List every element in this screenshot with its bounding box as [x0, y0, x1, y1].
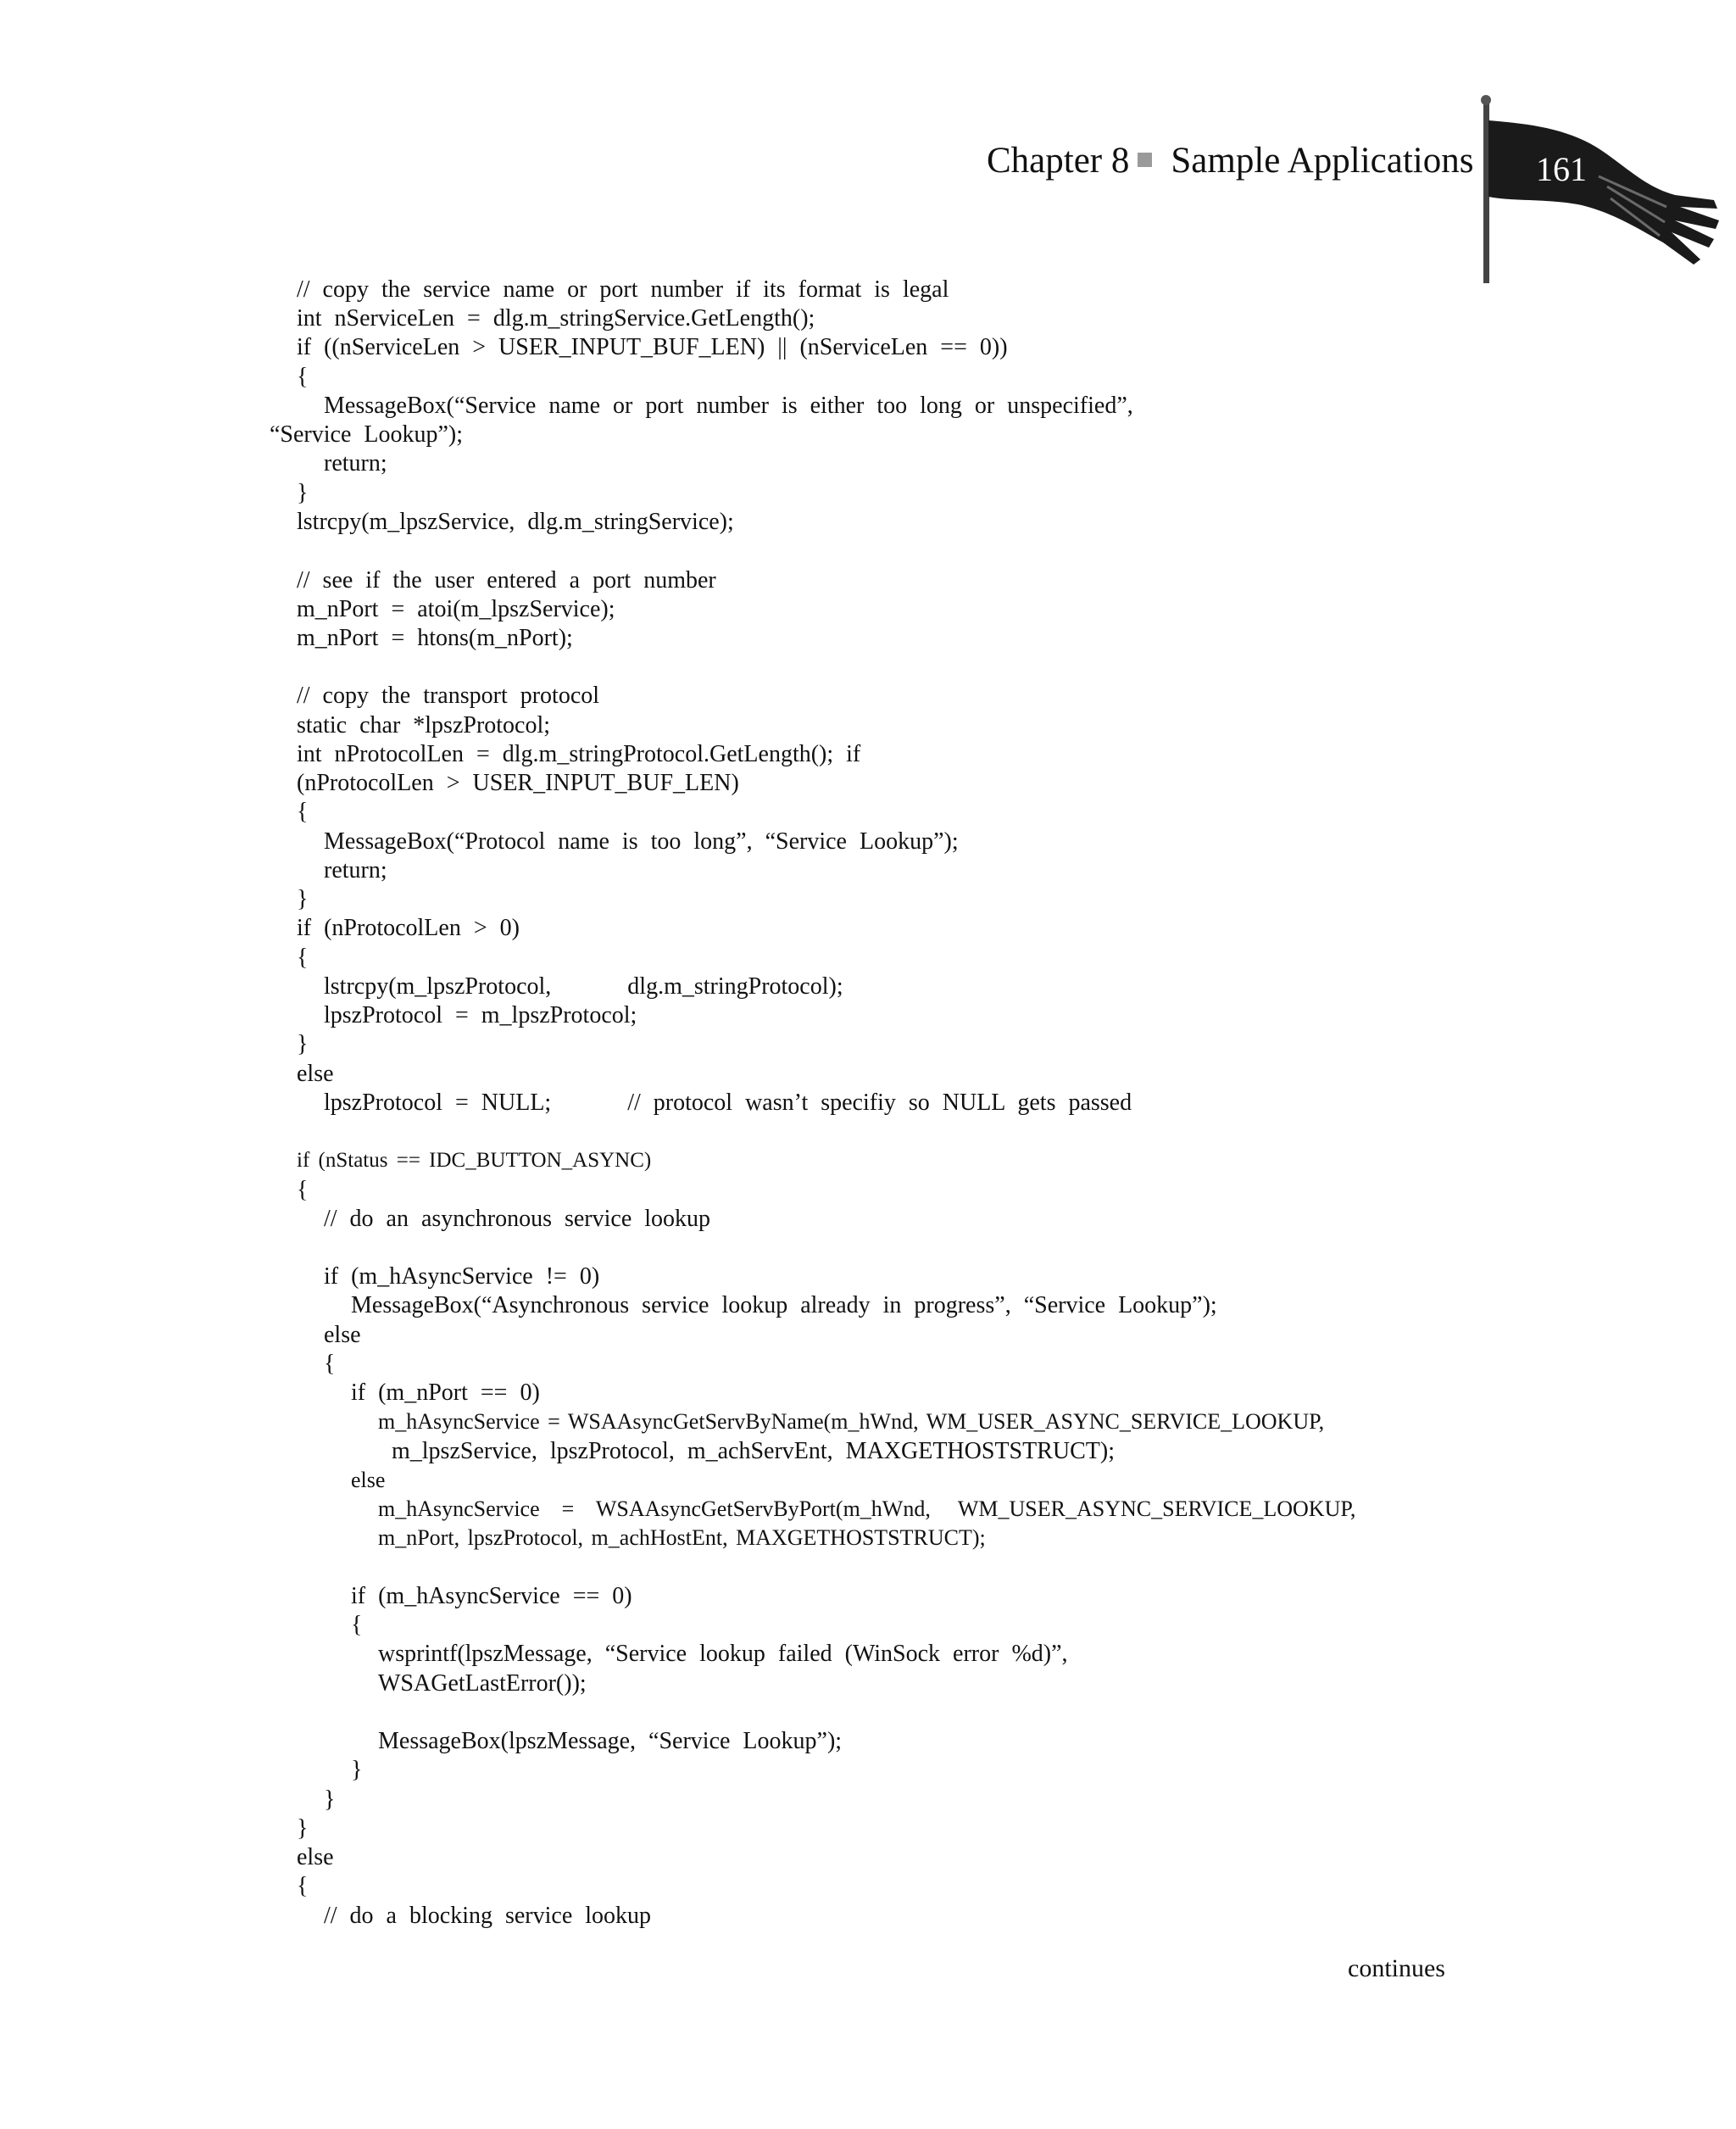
code-line: // do a blocking service lookup: [324, 1903, 652, 1929]
code-line: {: [297, 1177, 309, 1203]
code-line: else: [297, 1061, 334, 1087]
code-line: else: [297, 1844, 334, 1870]
code-line: static char *lpszProtocol;: [297, 712, 551, 738]
code-line: }: [297, 1031, 309, 1057]
code-line: else: [324, 1322, 361, 1348]
code-line: MessageBox(“Asynchronous service lookup already in progress”, “Service Lookup”);: [351, 1292, 1217, 1318]
code-line: {: [297, 1873, 309, 1899]
code-line: {: [297, 945, 309, 971]
code-line: }: [297, 480, 309, 506]
code-line: lstrcpy(m_lpszService, dlg.m_stringService);: [297, 509, 734, 535]
code-line: lpszProtocol = NULL; // protocol wasn’t specifiy so NULL gets passed: [324, 1090, 1132, 1116]
code-line: else: [351, 1468, 386, 1492]
code-line: {: [297, 364, 309, 390]
code-line: MessageBox(“Protocol name is too long”, “Service Lookup”);: [324, 828, 959, 855]
code-line: if (nStatus == IDC_BUTTON_ASYNC): [297, 1149, 652, 1172]
code-line: m_hAsyncService = WSAAsyncGetServByPort(m_hWnd, WM_USER_ASYNC_SERVICE_LOOKUP,: [378, 1496, 1356, 1521]
code-line: return;: [324, 450, 387, 477]
code-line: if (m_hAsyncService == 0): [351, 1583, 632, 1609]
code-line: // see if the user entered a port number: [297, 567, 716, 594]
code-line: if (nProtocolLen > 0): [297, 915, 520, 941]
code-line: // do an asynchronous service lookup: [324, 1206, 711, 1232]
code-line: m_hAsyncService = WSAAsyncGetServByName(m_hWnd, WM_USER_ASYNC_SERVICE_LOOKUP,: [378, 1409, 1325, 1434]
code-line: return;: [324, 857, 387, 883]
code-line: (nProtocolLen > USER_INPUT_BUF_LEN): [297, 770, 739, 796]
code-line: lpszProtocol = m_lpszProtocol;: [324, 1002, 637, 1028]
code-line: WSAGetLastError());: [378, 1670, 587, 1697]
code-line: lstrcpy(m_lpszProtocol, dlg.m_stringProtocol);: [324, 973, 843, 1000]
code-line: m_nPort, lpszProtocol, m_achHostEnt, MAXGETHOSTSTRUCT);: [378, 1525, 986, 1550]
code-line: MessageBox(“Service name or port number is either too long or unspecified”,: [324, 393, 1133, 419]
code-line: if (m_hAsyncService != 0): [324, 1263, 600, 1290]
code-line: if (m_nPort == 0): [351, 1379, 540, 1406]
code-line: “Service Lookup”);: [270, 421, 464, 448]
code-line: int nServiceLen = dlg.m_stringService.GetLength();: [297, 305, 815, 332]
code-line: MessageBox(lpszMessage, “Service Lookup”);: [378, 1728, 843, 1754]
code-line: m_nPort = htons(m_nPort);: [297, 625, 573, 651]
code-line: {: [351, 1612, 363, 1638]
code-line: {: [324, 1351, 336, 1377]
code-line: wsprintf(lpszMessage, “Service lookup failed (WinSock error %d)”,: [378, 1641, 1068, 1667]
continues-note: continues: [1348, 1954, 1445, 1982]
code-line: }: [351, 1757, 363, 1783]
code-line: if ((nServiceLen > USER_INPUT_BUF_LEN) || (nServiceLen == 0)): [297, 334, 1008, 360]
code-line: m_lpszService, lpszProtocol, m_achServEnt, MAXGETHOSTSTRUCT);: [392, 1438, 1116, 1464]
running-header: [987, 136, 1473, 187]
code-line: int nProtocolLen = dlg.m_stringProtocol.GetLength(); if: [297, 741, 861, 767]
code-line: }: [297, 1815, 309, 1842]
code-line: }: [324, 1786, 336, 1813]
chapter-label: Chapter 8: [987, 141, 1130, 181]
code-line: // copy the service name or port number if its format is legal: [297, 276, 949, 303]
page-number: 161: [1536, 150, 1587, 188]
section-title: Sample Applications: [1171, 141, 1474, 181]
code-line: }: [297, 886, 309, 912]
square-bullet-icon: [1138, 153, 1152, 167]
code-line: {: [297, 799, 309, 825]
code-line: m_nPort = atoi(m_lpszService);: [297, 596, 615, 622]
code-line: // copy the transport protocol: [297, 683, 600, 709]
